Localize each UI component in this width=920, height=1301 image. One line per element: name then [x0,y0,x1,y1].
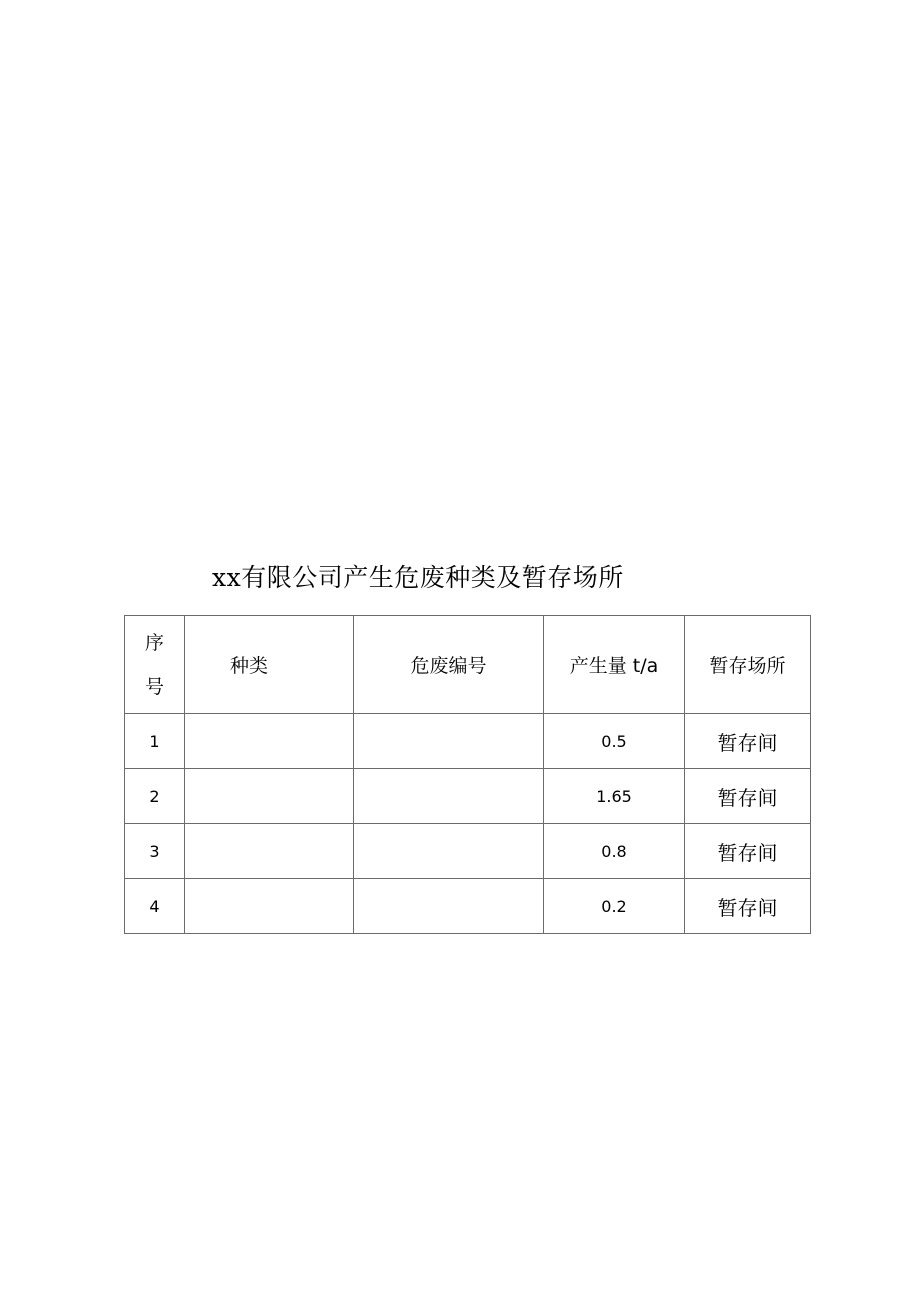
header-seq-line1: 序 [144,631,164,654]
cell-amount: 0.5 [544,714,685,769]
cell-code [354,769,544,824]
header-code: 危废编号 [354,616,544,714]
cell-code [354,824,544,879]
cell-code [354,714,544,769]
cell-storage: 暂存间 [685,879,811,934]
cell-storage: 暂存间 [685,769,811,824]
cell-seq: 4 [125,879,185,934]
cell-storage: 暂存间 [685,824,811,879]
cell-amount: 0.2 [544,879,685,934]
cell-species [185,714,354,769]
cell-amount: 1.65 [544,769,685,824]
header-amount: 产生量 t/a [544,616,685,714]
cell-seq: 3 [125,824,185,879]
header-seq-line2: 号 [144,675,164,698]
header-seq [125,616,185,714]
hazardous-waste-table [124,615,811,934]
cell-species [185,769,354,824]
table-header-row [125,616,811,714]
cell-storage: 暂存间 [685,714,811,769]
document-title: xx有限公司产生危废种类及暂存场所 [212,563,624,592]
cell-amount: 0.8 [544,824,685,879]
cell-species [185,879,354,934]
table-row [125,769,811,824]
table-row [125,824,811,879]
header-species: 种类 [185,616,354,714]
cell-species [185,824,354,879]
cell-code [354,879,544,934]
table-row [125,714,811,769]
cell-seq: 1 [125,714,185,769]
header-storage: 暂存场所 [685,616,811,714]
cell-seq: 2 [125,769,185,824]
table-row [125,879,811,934]
